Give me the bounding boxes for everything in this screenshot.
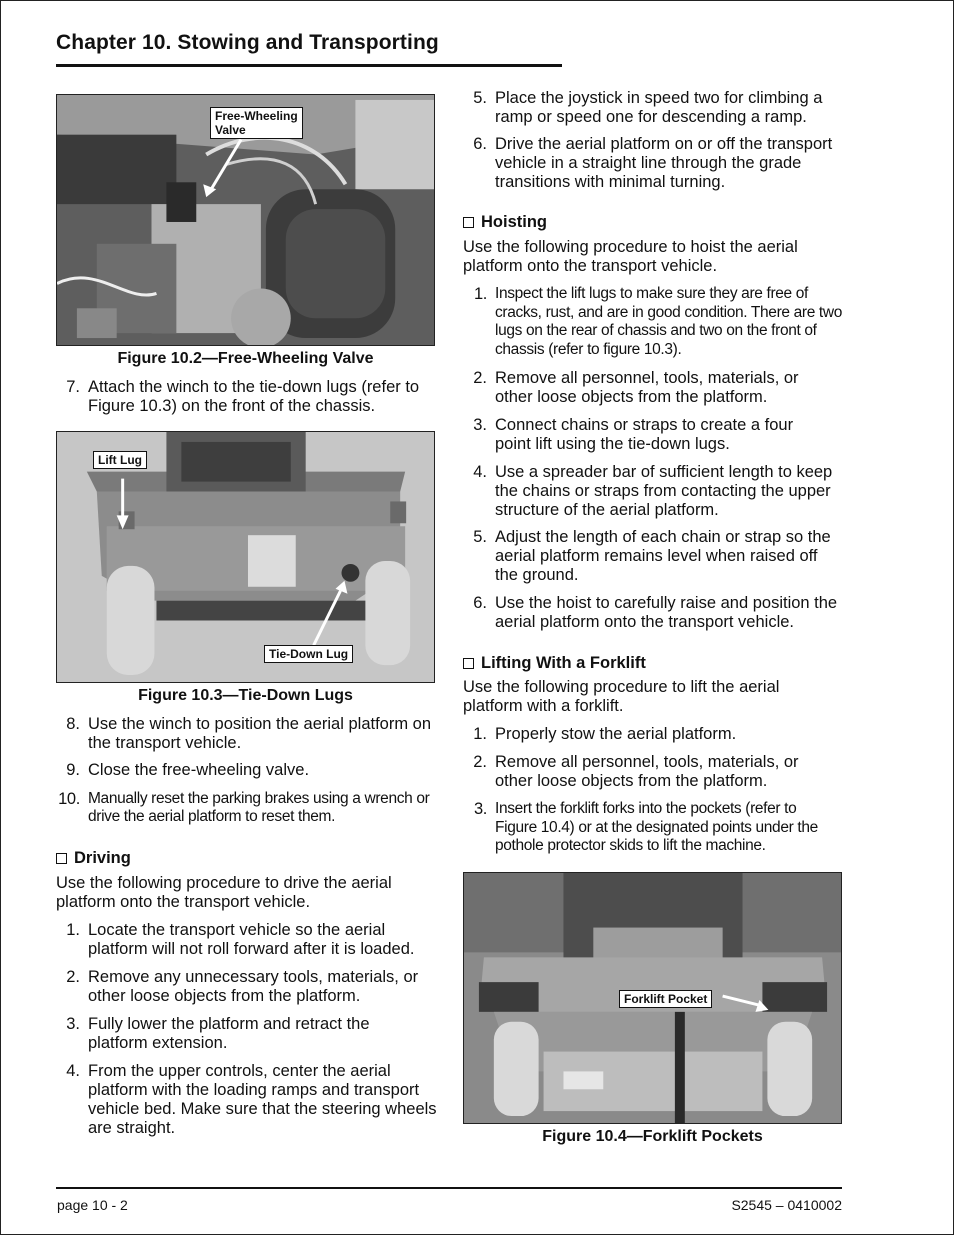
forklift-intro: Use the following procedure to lift the aerial platform with a forklift. — [463, 678, 780, 715]
figure-10-2-caption: Figure 10.2—Free-Wheeling Valve — [117, 350, 374, 367]
callout-forklift-pocket: Forklift Pocket — [619, 990, 712, 1008]
document-id: S2545 – 0410002 — [731, 1197, 842, 1213]
driving-intro: Use the following procedure to drive the aerial platform onto the transport vehicle. — [56, 874, 392, 911]
callout-tie-down-lug: Tie-Down Lug — [264, 645, 353, 663]
heading-driving: Driving — [56, 849, 131, 868]
page-number: page 10 - 2 — [57, 1197, 128, 1213]
figure-tie-down-lugs — [56, 431, 435, 683]
figure-10-3-caption: Figure 10.3—Tie-Down Lugs — [138, 687, 353, 704]
checkbox-icon — [463, 217, 474, 228]
checkbox-icon — [56, 853, 67, 864]
tie-down-lugs-photo — [57, 432, 434, 682]
figure-free-wheeling-valve — [56, 94, 435, 346]
heading-lifting-with-forklift: Lifting With a Forklift — [463, 654, 646, 673]
hoisting-intro: Use the following procedure to hoist the aerial platform onto the transport vehicle. — [463, 238, 798, 275]
figure-forklift-pockets — [463, 872, 842, 1124]
title-rule — [56, 64, 562, 67]
callout-lift-lug: Lift Lug — [93, 451, 147, 469]
heading-hoisting: Hoisting — [463, 213, 547, 232]
checkbox-icon — [463, 658, 474, 669]
callout-free-wheeling-valve: Free-Wheeling Valve — [210, 107, 303, 139]
figure-10-4-caption: Figure 10.4—Forklift Pockets — [542, 1128, 763, 1145]
chapter-title: Chapter 10. Stowing and Transporting — [56, 31, 439, 54]
footer-rule — [56, 1187, 842, 1189]
